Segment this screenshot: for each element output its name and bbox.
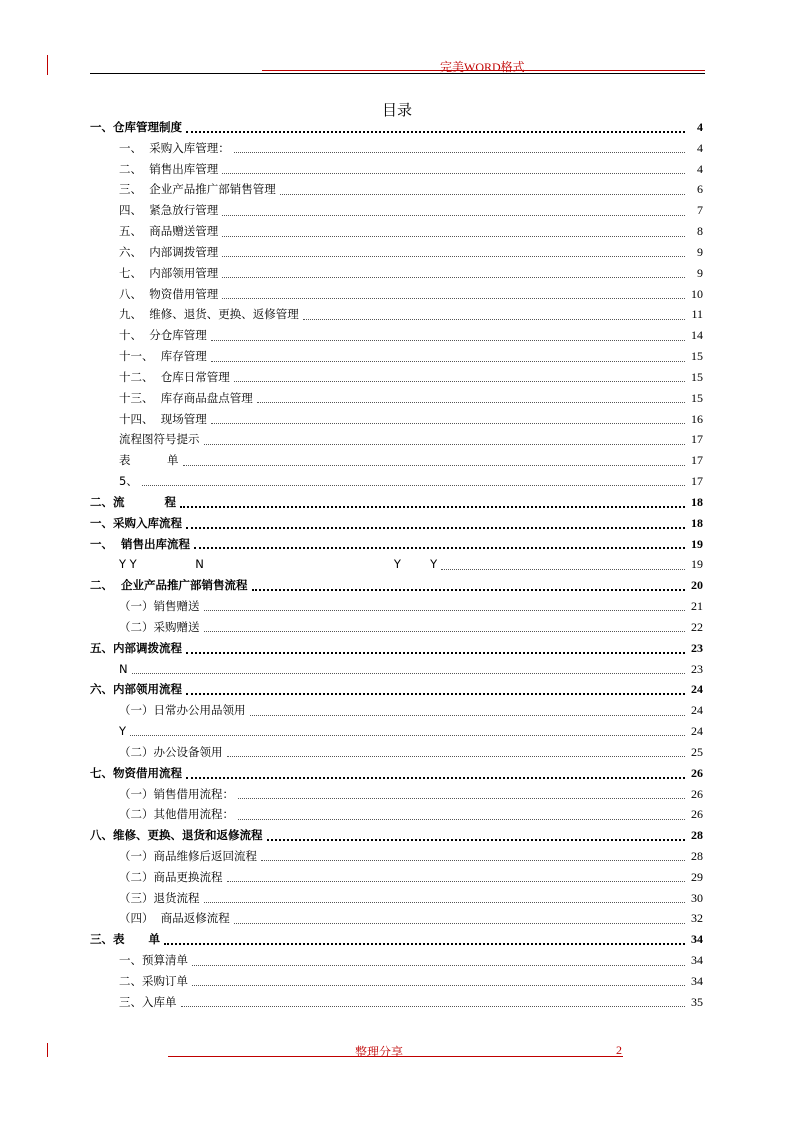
toc-leader-dots bbox=[222, 297, 685, 299]
toc-entry[interactable] bbox=[90, 804, 703, 825]
toc-entry-page: 34 bbox=[691, 932, 703, 947]
toc-entry-label: 二、采购订单 bbox=[119, 973, 188, 988]
toc-entry-label: （一）销售借用流程： bbox=[119, 786, 234, 801]
toc-entry-page: 28 bbox=[691, 848, 703, 863]
toc-entry-page: 9 bbox=[697, 244, 703, 259]
toc-leader-dots bbox=[441, 568, 685, 570]
toc-entry[interactable] bbox=[90, 846, 703, 867]
toc-entry[interactable] bbox=[90, 492, 703, 513]
toc-leader-dots bbox=[261, 859, 685, 861]
toc-entry-page: 11 bbox=[691, 307, 703, 322]
toc-leader-dots bbox=[252, 588, 685, 591]
toc-entry[interactable] bbox=[90, 784, 703, 805]
toc-entry[interactable] bbox=[90, 221, 703, 242]
toc-entry-label: （二）采购赠送 bbox=[119, 619, 200, 634]
toc-entry[interactable] bbox=[90, 908, 703, 929]
toc-entry[interactable] bbox=[90, 638, 703, 659]
toc-entry-page: 17 bbox=[691, 453, 703, 468]
toc-entry-label: 一、仓库管理制度 bbox=[90, 120, 182, 134]
toc-entry-label: （一）商品维修后返回流程 bbox=[119, 848, 257, 863]
toc-entry[interactable] bbox=[90, 971, 703, 992]
toc-entry[interactable] bbox=[90, 659, 703, 680]
toc-entry-page: 15 bbox=[691, 369, 703, 384]
toc-entry-page: 10 bbox=[691, 286, 703, 301]
toc-entry-page: 17 bbox=[691, 432, 703, 447]
toc-entry-page: 20 bbox=[691, 578, 703, 593]
toc-entry[interactable] bbox=[90, 534, 703, 555]
toc-leader-dots bbox=[186, 692, 685, 695]
toc-entry-label: 十、 分仓库管理 bbox=[119, 328, 207, 343]
toc-entry-label: 六、内部领用流程 bbox=[90, 682, 182, 697]
toc-leader-dots bbox=[180, 505, 685, 508]
toc-entry-label: 5、 bbox=[119, 474, 138, 489]
toc-entry-label: 五、 商品赠送管理 bbox=[119, 224, 219, 239]
toc-entry-page: 28 bbox=[691, 828, 703, 843]
toc-leader-dots bbox=[181, 1005, 686, 1007]
toc-leader-dots bbox=[132, 672, 685, 674]
toc-entry-page: 21 bbox=[691, 599, 703, 614]
toc-entry-label: 流程图符号提示 bbox=[119, 432, 200, 447]
toc-entry-page: 8 bbox=[697, 224, 703, 239]
toc-entry[interactable] bbox=[90, 929, 703, 950]
toc-entry-label: 一、采购入库流程 bbox=[90, 515, 182, 530]
toc-leader-dots bbox=[227, 880, 686, 882]
toc-entry-label: 八、维修、更换、退货和返修流程 bbox=[90, 828, 263, 843]
toc-leader-dots bbox=[164, 942, 685, 945]
toc-entry-label: N bbox=[119, 661, 128, 676]
toc-leader-dots bbox=[211, 339, 685, 341]
toc-leader-dots bbox=[194, 546, 685, 549]
toc-leader-dots bbox=[222, 172, 685, 174]
toc-entry-page: 19 bbox=[691, 557, 703, 572]
toc-entry-page: 34 bbox=[691, 973, 703, 988]
toc-entry[interactable] bbox=[90, 513, 703, 534]
toc-entry-label: 八、 物资借用管理 bbox=[119, 286, 219, 301]
toc-entry[interactable] bbox=[90, 679, 703, 700]
toc-entry-label: （三）退货流程 bbox=[119, 890, 200, 905]
toc-leader-dots bbox=[192, 984, 685, 986]
footer-page-number: 2 bbox=[616, 1043, 622, 1057]
toc-list bbox=[90, 117, 703, 1013]
toc-entry[interactable] bbox=[90, 179, 703, 200]
toc-leader-dots bbox=[204, 609, 686, 611]
toc-entry-label: 三、表 单 bbox=[90, 932, 161, 947]
toc-entry-page: 18 bbox=[691, 494, 703, 509]
toc-entry-page: 26 bbox=[691, 765, 703, 780]
toc-entry[interactable] bbox=[90, 554, 703, 575]
toc-leader-dots bbox=[234, 922, 685, 924]
toc-entry-label: 十二、 仓库日常管理 bbox=[119, 369, 230, 384]
toc-entry-label: 二、 企业产品推广部销售流程 bbox=[90, 578, 248, 593]
toc-entry-page: 4 bbox=[697, 140, 703, 155]
toc-entry-page: 32 bbox=[691, 911, 703, 926]
toc-leader-dots bbox=[204, 443, 686, 445]
toc-entry[interactable] bbox=[90, 617, 703, 638]
toc-entry-label: 表 单 bbox=[119, 453, 179, 468]
toc-entry-page: 26 bbox=[691, 786, 703, 801]
toc-entry-label: 一、 销售出库流程 bbox=[90, 536, 191, 551]
toc-leader-dots bbox=[211, 422, 685, 424]
toc-entry[interactable] bbox=[90, 263, 703, 284]
crop-mark-bottom-left bbox=[47, 1043, 48, 1057]
toc-entry-page: 24 bbox=[691, 703, 703, 718]
toc-entry-label: 五、内部调拨流程 bbox=[90, 640, 182, 655]
toc-entry-page: 30 bbox=[691, 890, 703, 905]
toc-entry-label: 二、流 程 bbox=[90, 494, 177, 509]
toc-entry-label: （一）日常办公用品领用 bbox=[119, 703, 246, 718]
toc-entry[interactable] bbox=[90, 992, 703, 1013]
toc-leader-dots bbox=[204, 630, 686, 632]
toc-entry-page: 25 bbox=[691, 744, 703, 759]
toc-entry[interactable] bbox=[90, 950, 703, 971]
toc-entry[interactable] bbox=[90, 742, 703, 763]
toc-leader-dots bbox=[204, 901, 686, 903]
toc-entry-page: 14 bbox=[691, 328, 703, 343]
toc-entry-page: 15 bbox=[691, 390, 703, 405]
toc-entry-page: 18 bbox=[691, 515, 703, 530]
toc-entry[interactable] bbox=[90, 159, 703, 180]
toc-entry-page: 4 bbox=[697, 120, 703, 134]
toc-leader-dots bbox=[186, 526, 685, 529]
toc-entry[interactable] bbox=[90, 575, 703, 596]
toc-leader-dots bbox=[222, 276, 685, 278]
toc-entry-page: 23 bbox=[691, 640, 703, 655]
toc-leader-dots bbox=[186, 130, 685, 133]
toc-leader-dots bbox=[234, 380, 685, 382]
toc-entry-label: （二）其他借用流程： bbox=[119, 807, 234, 822]
toc-entry-page: 4 bbox=[697, 161, 703, 176]
toc-leader-dots bbox=[238, 797, 685, 799]
toc-entry[interactable] bbox=[90, 284, 703, 305]
toc-entry-label: 一、预算清单 bbox=[119, 953, 188, 968]
toc-leader-dots bbox=[222, 255, 685, 257]
toc-entry-label: 六、 内部调拨管理 bbox=[119, 244, 219, 259]
toc-entry[interactable] bbox=[90, 117, 703, 138]
toc-leader-dots bbox=[211, 360, 685, 362]
toc-entry-label: 十一、 库存管理 bbox=[119, 349, 207, 364]
toc-entry[interactable] bbox=[90, 304, 703, 325]
toc-leader-dots bbox=[303, 318, 685, 320]
toc-entry[interactable] bbox=[90, 721, 703, 742]
toc-entry[interactable] bbox=[90, 346, 703, 367]
toc-entry-page: 35 bbox=[691, 994, 703, 1009]
toc-entry-label: 二、 销售出库管理 bbox=[119, 161, 219, 176]
toc-entry-page: 23 bbox=[691, 661, 703, 676]
toc-entry-label: 三、 企业产品推广部销售管理 bbox=[119, 182, 276, 197]
header-rule bbox=[90, 73, 705, 74]
toc-entry-page: 15 bbox=[691, 349, 703, 364]
toc-title: 目录 bbox=[381, 101, 412, 119]
toc-entry[interactable] bbox=[90, 242, 703, 263]
toc-leader-dots bbox=[142, 484, 685, 486]
toc-entry-label: 四、 紧急放行管理 bbox=[119, 203, 219, 218]
toc-entry-label: 十三、 库存商品盘点管理 bbox=[119, 390, 253, 405]
toc-entry-page: 24 bbox=[691, 682, 703, 697]
toc-entry-page: 16 bbox=[691, 411, 703, 426]
toc-entry-label: （二）商品更换流程 bbox=[119, 869, 223, 884]
toc-entry[interactable] bbox=[90, 200, 703, 221]
toc-entry[interactable] bbox=[90, 138, 703, 159]
toc-entry-page: 17 bbox=[691, 474, 703, 489]
toc-entry-page: 19 bbox=[691, 536, 703, 551]
toc-leader-dots bbox=[130, 734, 685, 736]
toc-leader-dots bbox=[192, 964, 685, 966]
toc-entry[interactable] bbox=[90, 429, 703, 450]
toc-entry-label: Y Y N Y Y bbox=[119, 557, 438, 572]
toc-entry[interactable] bbox=[90, 867, 703, 888]
toc-entry-page: 6 bbox=[697, 182, 703, 197]
toc-entry-page: 26 bbox=[691, 807, 703, 822]
toc-leader-dots bbox=[222, 214, 685, 216]
toc-entry-label: 七、 内部领用管理 bbox=[119, 265, 219, 280]
toc-entry-label: Y bbox=[119, 724, 127, 739]
toc-leader-dots bbox=[280, 193, 685, 195]
toc-leader-dots bbox=[183, 464, 685, 466]
toc-entry-label: 九、 维修、退货、更换、返修管理 bbox=[119, 307, 299, 322]
toc-entry-label: （四） 商品返修流程 bbox=[119, 911, 230, 926]
header-text: 完美WORD格式 bbox=[440, 60, 525, 74]
toc-entry[interactable] bbox=[90, 471, 703, 492]
toc-entry-page: 24 bbox=[691, 724, 703, 739]
toc-entry-label: 十四、 现场管理 bbox=[119, 411, 207, 426]
crop-mark-top-left bbox=[47, 55, 48, 75]
toc-leader-dots bbox=[238, 818, 685, 820]
toc-entry[interactable] bbox=[90, 700, 703, 721]
toc-entry[interactable] bbox=[90, 763, 703, 784]
toc-entry[interactable] bbox=[90, 596, 703, 617]
toc-leader-dots bbox=[234, 151, 685, 153]
toc-leader-dots bbox=[250, 714, 686, 716]
toc-entry[interactable] bbox=[90, 825, 703, 846]
toc-entry-page: 22 bbox=[691, 619, 703, 634]
toc-entry[interactable] bbox=[90, 367, 703, 388]
toc-entry[interactable] bbox=[90, 888, 703, 909]
toc-entry[interactable] bbox=[90, 388, 703, 409]
toc-entry-page: 34 bbox=[691, 953, 703, 968]
toc-entry-page: 9 bbox=[697, 265, 703, 280]
toc-leader-dots bbox=[257, 401, 685, 403]
toc-entry[interactable] bbox=[90, 409, 703, 430]
toc-entry-label: 三、入库单 bbox=[119, 994, 177, 1009]
toc-leader-dots bbox=[186, 651, 685, 654]
toc-entry-label: （二）办公设备领用 bbox=[119, 744, 223, 759]
toc-entry-page: 7 bbox=[697, 203, 703, 218]
toc-entry-page: 29 bbox=[691, 869, 703, 884]
toc-entry-label: 一、 采购入库管理： bbox=[119, 140, 230, 155]
toc-leader-dots bbox=[186, 776, 685, 779]
toc-leader-dots bbox=[227, 755, 686, 757]
toc-entry-label: 七、物资借用流程 bbox=[90, 765, 182, 780]
toc-entry-label: （一）销售赠送 bbox=[119, 599, 200, 614]
footer-text: 整理分享 bbox=[355, 1045, 404, 1059]
toc-leader-dots bbox=[267, 838, 686, 841]
toc-entry[interactable] bbox=[90, 450, 703, 471]
toc-leader-dots bbox=[222, 235, 685, 237]
toc-entry[interactable] bbox=[90, 325, 703, 346]
